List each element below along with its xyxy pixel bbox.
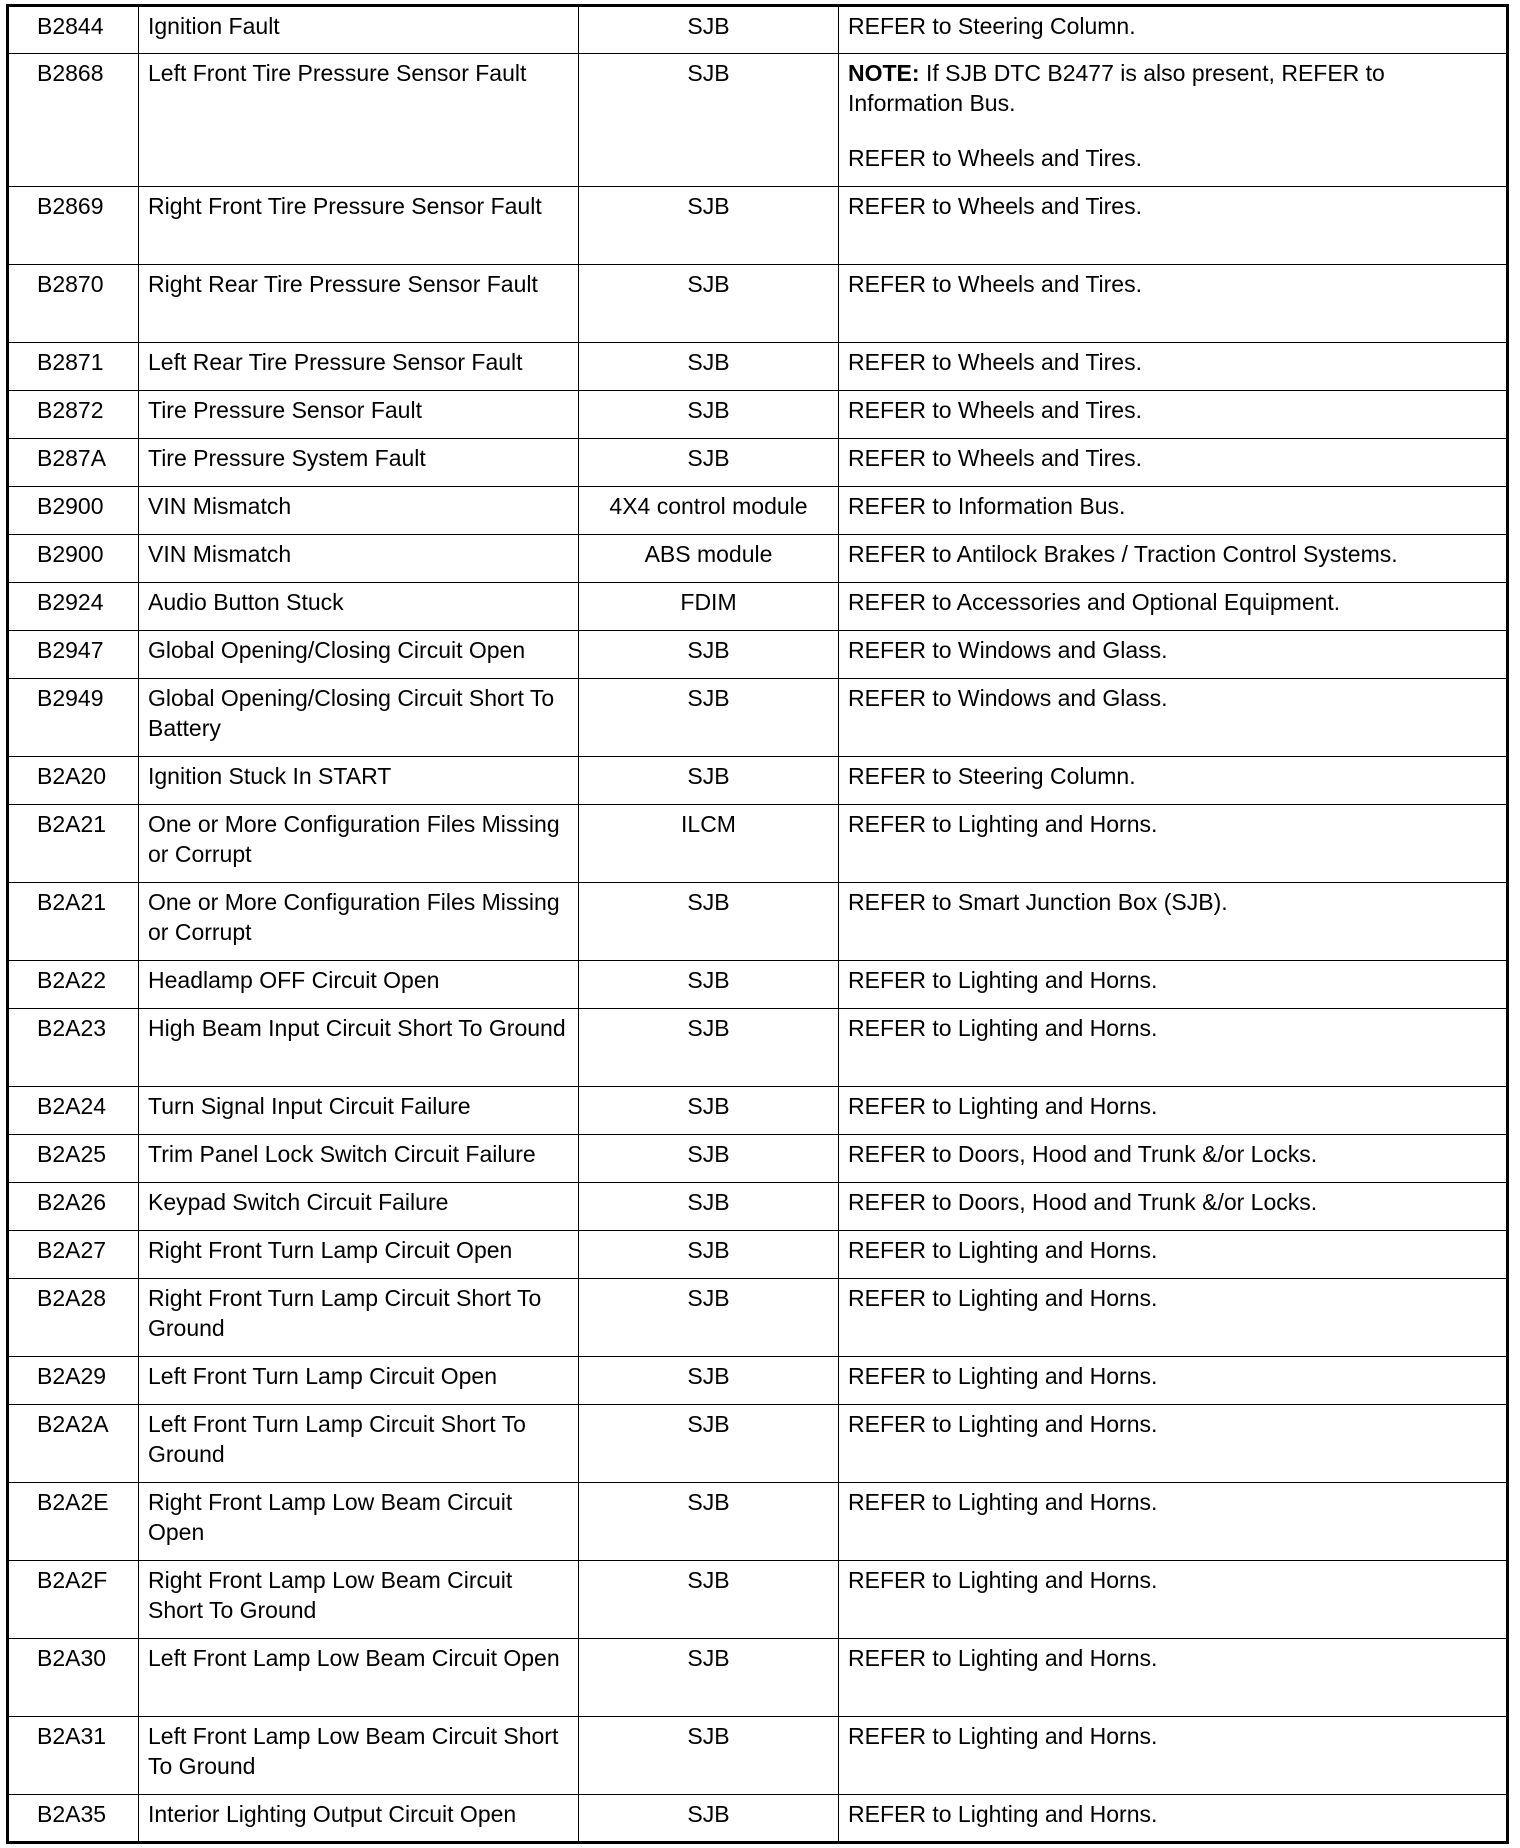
table-row xyxy=(8,1561,1508,1639)
dtc-action: REFER to Lighting and Horns. xyxy=(839,1405,1508,1483)
table-row xyxy=(8,1717,1508,1795)
table-row xyxy=(8,805,1508,883)
dtc-code: B2870 xyxy=(8,265,139,343)
dtc-action: REFER to Steering Column. xyxy=(839,757,1508,805)
table-row xyxy=(8,961,1508,1009)
dtc-code: B2A29 xyxy=(8,1357,139,1405)
table-row xyxy=(8,439,1508,487)
dtc-code: B2A21 xyxy=(8,805,139,883)
dtc-action: REFER to Doors, Hood and Trunk &/or Locks. xyxy=(839,1183,1508,1231)
dtc-description: Global Opening/Closing Circuit Open xyxy=(139,631,579,679)
table-row xyxy=(8,1795,1508,1843)
dtc-action: REFER to Wheels and Tires. xyxy=(839,391,1508,439)
dtc-module: SJB xyxy=(579,6,839,54)
dtc-description: Headlamp OFF Circuit Open xyxy=(139,961,579,1009)
dtc-module: SJB xyxy=(579,631,839,679)
dtc-module: SJB xyxy=(579,883,839,961)
dtc-code: B2A31 xyxy=(8,1717,139,1795)
table-row xyxy=(8,1405,1508,1483)
dtc-code: B2A25 xyxy=(8,1135,139,1183)
dtc-code: B2A22 xyxy=(8,961,139,1009)
table-row xyxy=(8,1483,1508,1561)
dtc-code: B2A26 xyxy=(8,1183,139,1231)
dtc-code: B2A2A xyxy=(8,1405,139,1483)
dtc-code: B2A30 xyxy=(8,1639,139,1717)
dtc-action: REFER to Wheels and Tires. xyxy=(839,187,1508,265)
dtc-code: B2868 xyxy=(8,54,139,187)
dtc-module: SJB xyxy=(579,54,839,187)
dtc-action: REFER to Lighting and Horns. xyxy=(839,1717,1508,1795)
dtc-code: B2A23 xyxy=(8,1009,139,1087)
dtc-module: SJB xyxy=(579,265,839,343)
dtc-description: Ignition Fault xyxy=(139,6,579,54)
dtc-code: B2869 xyxy=(8,187,139,265)
dtc-module: SJB xyxy=(579,1795,839,1843)
dtc-module: SJB xyxy=(579,391,839,439)
dtc-module: SJB xyxy=(579,1183,839,1231)
dtc-description: Left Rear Tire Pressure Sensor Fault xyxy=(139,343,579,391)
dtc-action: REFER to Lighting and Horns. xyxy=(839,1483,1508,1561)
table-row xyxy=(8,1639,1508,1717)
dtc-description: Left Front Turn Lamp Circuit Open xyxy=(139,1357,579,1405)
dtc-code: B2844 xyxy=(8,6,139,54)
dtc-action: REFER to Wheels and Tires. xyxy=(848,145,1142,171)
dtc-code: B2A28 xyxy=(8,1279,139,1357)
dtc-code: B2A35 xyxy=(8,1795,139,1843)
table-row xyxy=(8,343,1508,391)
dtc-description: Right Front Turn Lamp Circuit Open xyxy=(139,1231,579,1279)
dtc-description: Left Front Turn Lamp Circuit Short To Ground xyxy=(139,1405,579,1483)
dtc-description: Keypad Switch Circuit Failure xyxy=(139,1183,579,1231)
dtc-action: REFER to Lighting and Horns. xyxy=(839,1009,1508,1087)
table-row xyxy=(8,187,1508,265)
dtc-action: REFER to Steering Column. xyxy=(839,6,1508,54)
dtc-code: B2900 xyxy=(8,487,139,535)
dtc-action: REFER to Lighting and Horns. xyxy=(839,1279,1508,1357)
dtc-module: SJB xyxy=(579,1561,839,1639)
dtc-code: B2A27 xyxy=(8,1231,139,1279)
dtc-code: B287A xyxy=(8,439,139,487)
table-row xyxy=(8,6,1508,54)
dtc-module: SJB xyxy=(579,1639,839,1717)
table-row xyxy=(8,1357,1508,1405)
note-label: NOTE: xyxy=(848,60,920,86)
dtc-description: Right Rear Tire Pressure Sensor Fault xyxy=(139,265,579,343)
dtc-description: Ignition Stuck In START xyxy=(139,757,579,805)
dtc-code: B2924 xyxy=(8,583,139,631)
dtc-description: Global Opening/Closing Circuit Short To Battery xyxy=(139,679,579,757)
dtc-module: SJB xyxy=(579,1483,839,1561)
dtc-description: Left Front Lamp Low Beam Circuit Open xyxy=(139,1639,579,1717)
dtc-action: REFER to Lighting and Horns. xyxy=(839,1639,1508,1717)
dtc-code: B2871 xyxy=(8,343,139,391)
dtc-description: One or More Configuration Files Missing or Corrupt xyxy=(139,883,579,961)
table-row xyxy=(8,583,1508,631)
dtc-code: B2A24 xyxy=(8,1087,139,1135)
dtc-action: REFER to Windows and Glass. xyxy=(839,631,1508,679)
dtc-action: REFER to Lighting and Horns. xyxy=(839,1231,1508,1279)
dtc-module: SJB xyxy=(579,1087,839,1135)
dtc-table-page xyxy=(6,4,1506,1841)
dtc-action: REFER to Lighting and Horns. xyxy=(839,1795,1508,1843)
dtc-module: SJB xyxy=(579,1135,839,1183)
dtc-description: Left Front Lamp Low Beam Circuit Short To Ground xyxy=(139,1717,579,1795)
table-row xyxy=(8,54,1508,187)
table-row xyxy=(8,391,1508,439)
dtc-action: REFER to Doors, Hood and Trunk &/or Locks. xyxy=(839,1135,1508,1183)
dtc-description: Tire Pressure System Fault xyxy=(139,439,579,487)
dtc-code: B2A2F xyxy=(8,1561,139,1639)
dtc-description: Trim Panel Lock Switch Circuit Failure xyxy=(139,1135,579,1183)
dtc-action: REFER to Lighting and Horns. xyxy=(839,1561,1508,1639)
dtc-module: SJB xyxy=(579,757,839,805)
dtc-module: ILCM xyxy=(579,805,839,883)
note-spacer xyxy=(848,118,1497,143)
dtc-module: SJB xyxy=(579,1357,839,1405)
dtc-code: B2872 xyxy=(8,391,139,439)
dtc-description: One or More Configuration Files Missing or Corrupt xyxy=(139,805,579,883)
dtc-code: B2A20 xyxy=(8,757,139,805)
dtc-module: SJB xyxy=(579,679,839,757)
dtc-description: VIN Mismatch xyxy=(139,487,579,535)
dtc-module: ABS module xyxy=(579,535,839,583)
dtc-description: Right Front Tire Pressure Sensor Fault xyxy=(139,187,579,265)
dtc-description: Left Front Tire Pressure Sensor Fault xyxy=(139,54,579,187)
dtc-code: B2949 xyxy=(8,679,139,757)
dtc-module: SJB xyxy=(579,187,839,265)
dtc-action: REFER to Wheels and Tires. xyxy=(839,265,1508,343)
dtc-module: SJB xyxy=(579,961,839,1009)
dtc-table xyxy=(6,4,1509,1844)
table-row xyxy=(8,1135,1508,1183)
dtc-action: REFER to Lighting and Horns. xyxy=(839,961,1508,1009)
dtc-module: SJB xyxy=(579,1009,839,1087)
dtc-description: VIN Mismatch xyxy=(139,535,579,583)
dtc-description: Interior Lighting Output Circuit Open xyxy=(139,1795,579,1843)
dtc-module: SJB xyxy=(579,1279,839,1357)
dtc-action: REFER to Wheels and Tires. xyxy=(839,343,1508,391)
dtc-description: High Beam Input Circuit Short To Ground xyxy=(139,1009,579,1087)
table-row xyxy=(8,679,1508,757)
dtc-action: REFER to Antilock Brakes / Traction Control Systems. xyxy=(839,535,1508,583)
dtc-action: REFER to Lighting and Horns. xyxy=(839,1357,1508,1405)
dtc-code: B2A21 xyxy=(8,883,139,961)
dtc-action: REFER to Windows and Glass. xyxy=(839,679,1508,757)
dtc-description: Turn Signal Input Circuit Failure xyxy=(139,1087,579,1135)
dtc-description: Right Front Lamp Low Beam Circuit Open xyxy=(139,1483,579,1561)
table-row xyxy=(8,487,1508,535)
note-text: If SJB DTC B2477 is also present, REFER to Information Bus. xyxy=(848,60,1385,116)
dtc-description: Right Front Turn Lamp Circuit Short To Ground xyxy=(139,1279,579,1357)
table-row xyxy=(8,1183,1508,1231)
table-row xyxy=(8,535,1508,583)
dtc-code: B2A2E xyxy=(8,1483,139,1561)
dtc-description: Right Front Lamp Low Beam Circuit Short To Ground xyxy=(139,1561,579,1639)
dtc-module: SJB xyxy=(579,1717,839,1795)
table-row xyxy=(8,1279,1508,1357)
dtc-module: SJB xyxy=(579,439,839,487)
table-row xyxy=(8,1087,1508,1135)
dtc-action: REFER to Information Bus. xyxy=(839,487,1508,535)
dtc-code: B2900 xyxy=(8,535,139,583)
dtc-action: REFER to Lighting and Horns. xyxy=(839,805,1508,883)
dtc-action: REFER to Lighting and Horns. xyxy=(839,1087,1508,1135)
dtc-module: SJB xyxy=(579,343,839,391)
table-row xyxy=(8,265,1508,343)
dtc-code: B2947 xyxy=(8,631,139,679)
dtc-action: REFER to Accessories and Optional Equipment. xyxy=(839,583,1508,631)
table-row xyxy=(8,1009,1508,1087)
table-row xyxy=(8,883,1508,961)
dtc-action: REFER to Wheels and Tires. xyxy=(839,439,1508,487)
table-row xyxy=(8,1231,1508,1279)
dtc-description: Tire Pressure Sensor Fault xyxy=(139,391,579,439)
dtc-module: SJB xyxy=(579,1405,839,1483)
dtc-module: 4X4 control module xyxy=(579,487,839,535)
dtc-action: REFER to Smart Junction Box (SJB). xyxy=(839,883,1508,961)
table-row xyxy=(8,631,1508,679)
table-row xyxy=(8,757,1508,805)
dtc-description: Audio Button Stuck xyxy=(139,583,579,631)
dtc-module: SJB xyxy=(579,1231,839,1279)
dtc-module: FDIM xyxy=(579,583,839,631)
dtc-action-cell xyxy=(839,54,1508,187)
